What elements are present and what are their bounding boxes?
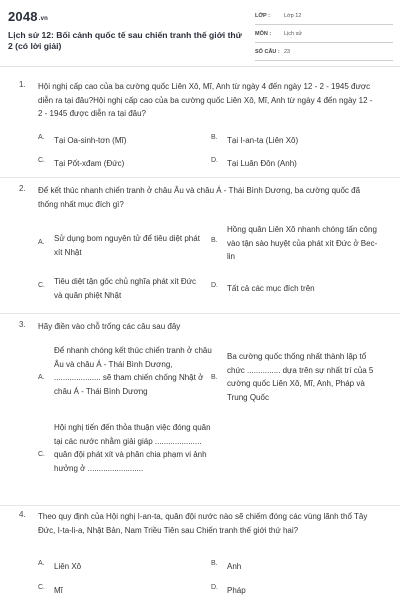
option-letter: A. [38,239,45,246]
logo-main: 2048 [8,9,38,24]
question-divider [0,505,400,506]
question-text: Để kết thúc nhanh chiến tranh ở châu Âu và châu Á - Thái Bình Dương, ba cường quốc đã thống nhất mục đích gì? [38,186,361,209]
meta-subject-value: Lịch sử [284,31,303,37]
option-text: Tại Luân Đôn (Anh) [227,159,297,168]
document-header [0,0,400,62]
meta-count-label: SỐ CÂU : [255,49,280,55]
option-text: Hồng quân Liên Xô nhanh chóng tấn công vào tận sào huyệt của phát xít Đức ở Bec-lin [227,225,378,262]
option-letter: A. [38,134,45,141]
question-number: 2. [19,184,26,193]
option-letter: C. [38,282,45,289]
option-text: Ba cường quốc thống nhất thành lập tổ chức ............... dựa trên sự nhất trí của 5 cường quốc Liên Xô, Mĩ, Anh, Pháp và Trung Quốc [227,352,374,402]
option-text: Để nhanh chóng kết thúc chiến tranh ở châu Âu và châu Á - Thái Bình Dương, ..................... sẽ tham chiến chống Nhật ở châu Á - Thái Bình Dương [54,346,212,396]
option-letter: C. [38,157,45,164]
option-letter: B. [211,134,218,141]
document-title: Lịch sử 12: Bối cảnh quốc tế sau chiến tranh thế giới thứ 2 (có lời giải) [8,30,242,51]
option-letter: D. [211,584,218,591]
meta-class-value: Lớp 12 [284,13,302,19]
meta-count-value: 23 [284,49,291,55]
question-text: Hãy điền vào chỗ trống các câu sau đây [38,322,181,331]
option-letter: B. [211,237,218,244]
option-letter: C. [38,584,45,591]
option-letter: D. [211,282,218,289]
question-divider [0,313,400,314]
option-letter: A. [38,374,45,381]
logo-suffix: .vn [38,16,49,22]
document-meta [255,11,393,65]
option-letter: D. [211,157,218,164]
question-number: 1. [19,80,26,89]
header-divider [0,66,400,67]
question-divider [0,177,400,178]
question-text: Hội nghị cấp cao của ba cường quốc Liên Xô, Mĩ, Anh từ ngày 4 đến ngày 12 - 2 - 1945 được diễn ra tại đâu?Hội nghị cấp cao của ba cường quốc Liên Xô, Mĩ, Anh từ ngày 4 đến ngày 12 - 2 - 1945 được diễn ra tại đâu? [38,82,373,119]
question-text: Theo quy định của Hội nghị I-an-ta, quân đội nước nào sẽ chiếm đóng các vùng lãnh thổ Tây Đức, I-ta-li-a, Nhật Bản, Nam Triều Tiên sau Chiến tranh thế giới thứ hai? [38,512,368,535]
option-text: Mĩ [54,586,63,595]
option-text: Pháp [227,586,246,595]
option-text: Tại Oa-sinh-tơn (Mĩ) [54,136,127,145]
option-letter: B. [211,374,218,381]
question-number: 3. [19,320,26,329]
option-letter: A. [38,560,45,567]
option-text: Hội nghị tiến đến thỏa thuận việc đóng quân tại các nước nhằm giải giáp ..................... quân đội phát xít và phân chia phạm vi ảnh hưởng ở ......................... [54,423,211,473]
question-number: 4. [19,510,26,519]
site-logo[interactable] [8,9,48,24]
meta-subject-label: MÔN : [255,31,272,37]
option-text: Anh [227,562,242,571]
option-text: Tại Pốt-xđam (Đức) [54,159,125,168]
option-text: Tại I-an-ta (Liên Xô) [227,136,299,145]
option-letter: B. [211,560,218,567]
meta-class [255,11,393,25]
option-text: Tiêu diệt tận gốc chủ nghĩa phát xít Đức và quân phiệt Nhật [54,277,197,300]
meta-subject [255,29,393,43]
meta-count [255,47,393,61]
option-text: Liên Xô [54,562,82,571]
option-text: Tất cả các mục đích trên [227,284,315,293]
option-letter: C. [38,451,45,458]
option-text: Sử dụng bom nguyên tử để tiêu diệt phát xít Nhật [54,234,200,257]
meta-class-label: LỚP : [255,13,270,19]
